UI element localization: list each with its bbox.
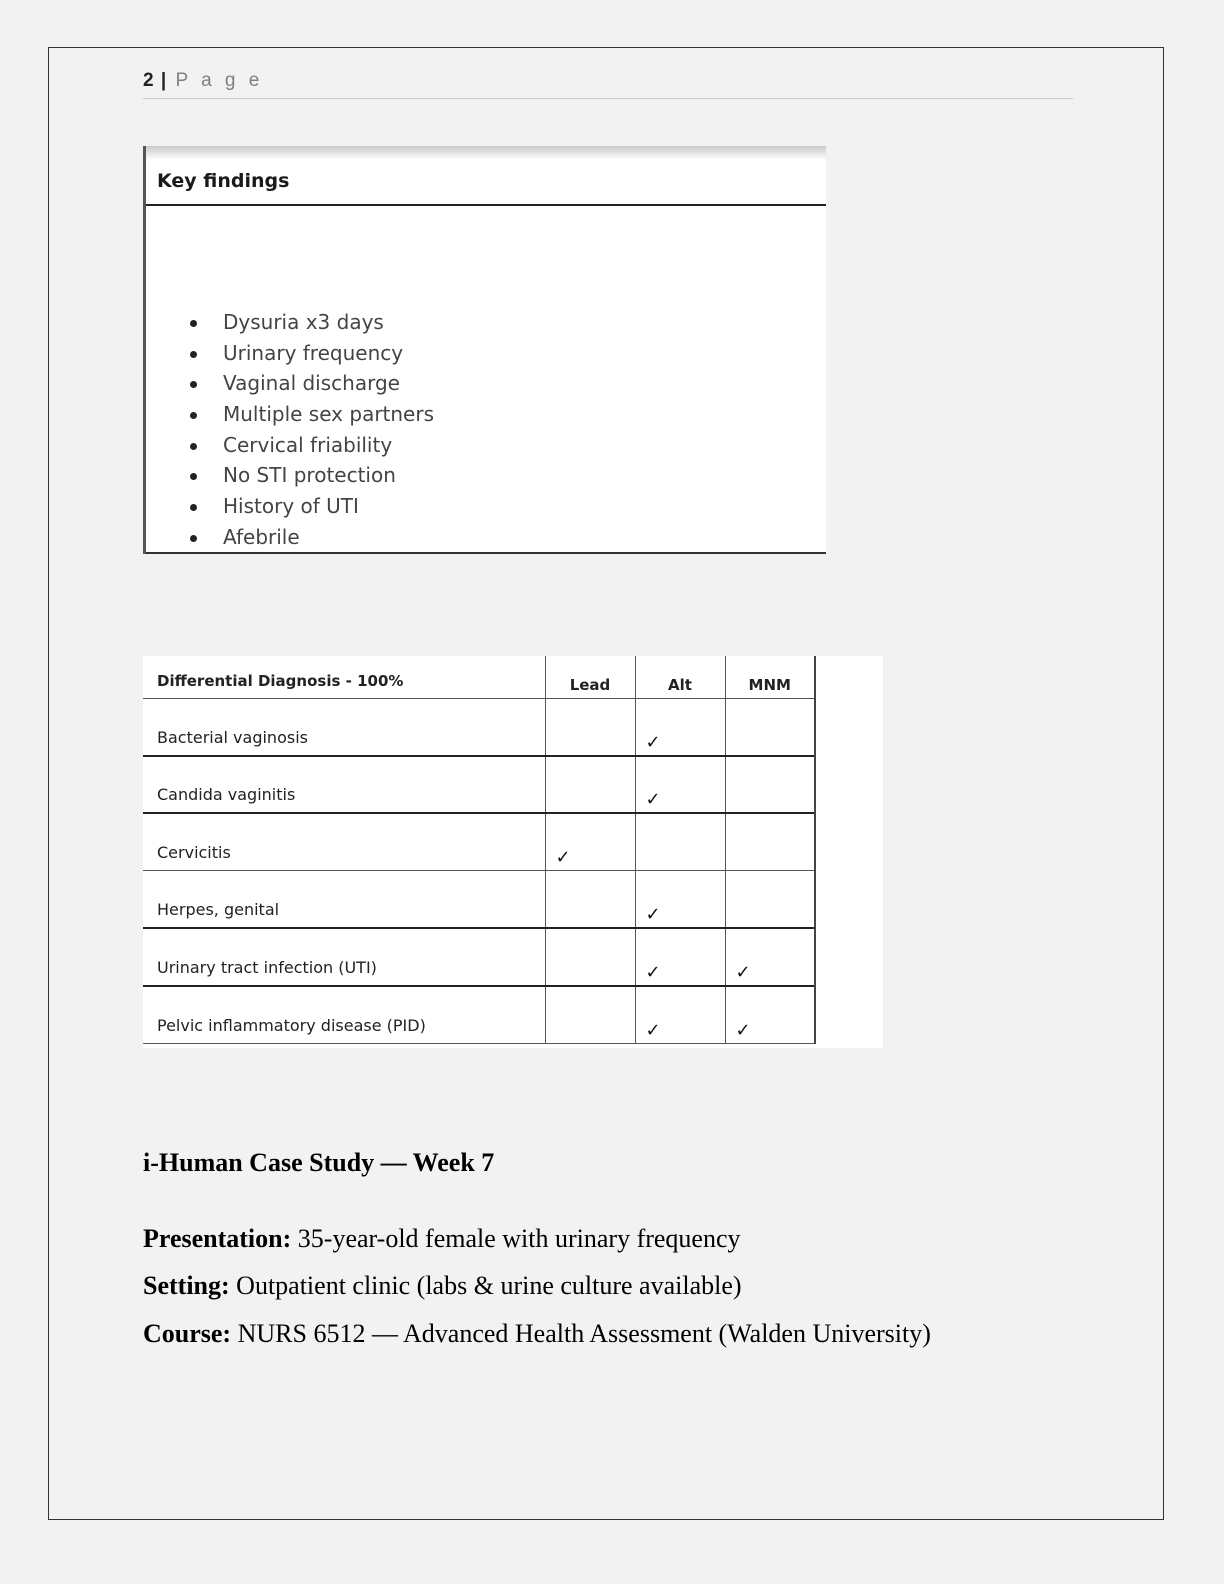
diagnosis-name: Herpes, genital (143, 871, 545, 929)
list-item: Dysuria x3 days (186, 307, 434, 338)
check-icon (546, 979, 556, 981)
list-item: Urinary frequency (186, 338, 434, 369)
page-header (143, 70, 1073, 99)
check-icon (546, 1037, 556, 1039)
setting-value: Outpatient clinic (labs & urine culture available) (229, 1271, 742, 1300)
table-row (143, 871, 815, 929)
course-line (143, 1319, 931, 1349)
check-icon (726, 864, 736, 866)
presentation-line (143, 1224, 741, 1254)
mnm-cell (725, 871, 815, 929)
check-icon: ✓ (645, 731, 661, 753)
table-row (143, 928, 815, 986)
panel-bottom-rule (146, 552, 826, 554)
key-findings-panel (143, 146, 826, 554)
check-icon: ✓ (735, 961, 751, 983)
check-icon: ✓ (645, 1019, 661, 1041)
lead-cell (545, 871, 635, 929)
table-row (143, 698, 815, 756)
table-row (143, 986, 815, 1044)
diagnosis-name: Bacterial vaginosis (143, 698, 545, 756)
differential-title: Differential Diagnosis - 100% (143, 656, 545, 698)
mnm-cell (725, 813, 815, 871)
mnm-cell (725, 756, 815, 814)
alt-cell (635, 871, 725, 929)
alt-cell (635, 813, 725, 871)
check-icon: ✓ (645, 961, 661, 983)
mnm-cell (725, 986, 815, 1044)
setting-line (143, 1271, 742, 1301)
alt-cell (635, 986, 725, 1044)
panel-shadow (146, 146, 826, 160)
presentation-label: Presentation: (143, 1224, 292, 1253)
key-findings-list (186, 307, 434, 553)
list-item: Cervical friability (186, 430, 434, 461)
course-label: Course: (143, 1319, 232, 1348)
list-item: History of UTI (186, 491, 434, 522)
check-icon (546, 921, 556, 923)
list-item: Afebrile (186, 522, 434, 553)
title-rule (146, 204, 826, 206)
check-icon (546, 806, 556, 808)
alt-cell (635, 698, 725, 756)
column-alt: Alt (635, 656, 725, 698)
column-lead: Lead (545, 656, 635, 698)
mnm-cell (725, 698, 815, 756)
course-value: NURS 6512 — Advanced Health Assessment (Walden University) (231, 1319, 931, 1348)
case-title: i-Human Case Study — Week 7 (143, 1148, 495, 1177)
differential-diagnosis-table (143, 656, 816, 1044)
check-icon: ✓ (645, 904, 661, 925)
check-icon (726, 806, 736, 808)
check-icon: ✓ (555, 847, 571, 868)
column-mnm: MNM (725, 656, 815, 698)
diagnosis-name: Candida vaginitis (143, 756, 545, 814)
check-icon (726, 921, 736, 923)
table-row (143, 813, 815, 871)
mnm-cell (725, 928, 815, 986)
check-icon (636, 864, 646, 866)
lead-cell (545, 928, 635, 986)
diagnosis-name: Cervicitis (143, 813, 545, 871)
lead-cell (545, 756, 635, 814)
table-row (143, 756, 815, 814)
diagnosis-name: Pelvic inflammatory disease (PID) (143, 986, 545, 1044)
lead-cell (545, 986, 635, 1044)
table-header-row (143, 656, 815, 698)
check-icon: ✓ (645, 789, 661, 810)
page-number: 2 (143, 70, 154, 91)
diagnosis-name: Urinary tract infection (UTI) (143, 928, 545, 986)
alt-cell (635, 756, 725, 814)
list-item: No STI protection (186, 460, 434, 491)
key-findings-title: Key findings (157, 170, 290, 192)
check-icon (546, 749, 556, 751)
list-item: Multiple sex partners (186, 399, 434, 430)
presentation-value: 35-year-old female with urinary frequency (291, 1224, 741, 1253)
check-icon: ✓ (735, 1019, 751, 1041)
list-item: Vaginal discharge (186, 368, 434, 399)
page-word: P a g e (175, 70, 264, 91)
header-separator: | (160, 70, 167, 91)
setting-label: Setting: (143, 1271, 230, 1300)
lead-cell (545, 698, 635, 756)
check-icon (726, 749, 736, 751)
alt-cell (635, 928, 725, 986)
differential-diagnosis-panel (143, 656, 883, 1048)
lead-cell (545, 813, 635, 871)
